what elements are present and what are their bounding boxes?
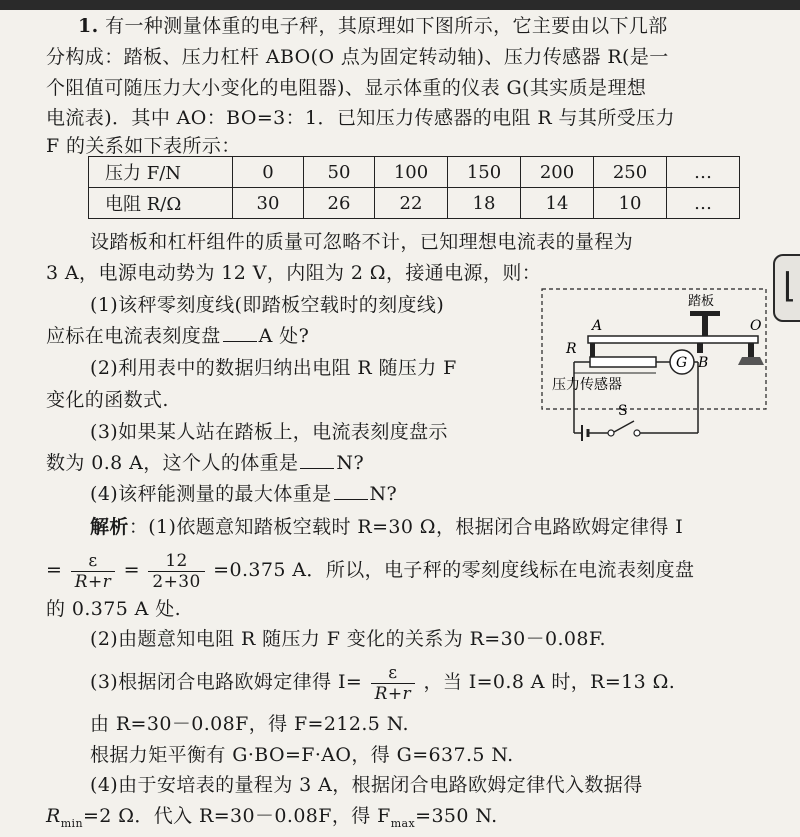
resistor-label: R [566,341,577,357]
fraction-denominator: 2+30 [152,571,201,592]
table-cell: 100 [375,157,448,188]
solution-line-6: 由 R=30－0.08F，得 F=212.5 N. [90,713,409,735]
galvanometer-label: G [676,355,688,371]
switch-label: S [618,403,628,419]
equals-sign: = [46,559,63,581]
fraction-emf-over-resistance [71,551,115,592]
solution-line-3: 的 0.375 A 处. [46,598,182,620]
question-2-line-2: 变化的函数式. [46,389,169,411]
table-cell: … [667,188,740,219]
setup-line-1: 设踏板和杠杆组件的质量可忽略不计，已知理想电流表的量程为 [90,231,634,253]
fraction-numerator: 12 [148,551,204,572]
table-cell: 22 [375,188,448,219]
point-O-label: O [750,318,762,334]
solution-line-1 [90,515,683,539]
solution-text-4: ，当 I=0.8 A 时，R=13 Ω. [423,671,676,693]
pedal [690,311,720,316]
solution-line-9 [46,804,498,836]
problem-line-5: F 的关系如下表所示： [46,135,241,157]
answer-blank [334,499,368,500]
switch-S [614,421,634,432]
fraction-denominator: R+r [74,571,112,592]
question-1-line-1: (1)该秤零刻度线(即踏板空载时的刻度线) [90,294,445,316]
question-4-unit: N? [369,483,398,505]
top-border [0,0,800,10]
question-2-line-1: (2)利用表中的数据归纳出电阻 R 随压力 F [90,357,457,379]
problem-line-4: 电流表)．其中 AO：BO=3：1．已知压力传感器的电阻 R 与其所受压力 [46,107,675,129]
fraction-denominator: R+r [374,683,412,704]
fraction-emf-over-resistance [371,663,415,704]
table-row-resistance [89,188,740,219]
page-side-tab [773,254,800,322]
solution-line-2: = $\frac{\varepsilon}{R+r}$ = $\frac{12}{2+30}$ =0.375 A．所以，电子秤的零刻度线标在电流表刻度盘 [46,550,695,592]
problem-text-1: 有一种测量体重的电子秤，其原理如下图所示，它主要由以下几部 [105,15,668,37]
setup-line-2: 3 A，电源电动势为 12 V，内阻为 2 Ω，接通电源，则： [46,262,542,284]
solution-text-1: ：(1)依题意知踏板空载时 R=30 Ω，根据闭合电路欧姆定律得 I [128,516,684,538]
solution-text-3: (3)根据闭合电路欧姆定律得 I= [90,671,363,693]
pivot-post [748,343,754,357]
question-1-unit: A 处? [258,325,310,347]
table-cell: 18 [448,188,521,219]
point-A-label: A [592,318,603,334]
sensor-post [590,343,595,357]
solution-line-8: (4)由于安培表的量程为 3 A，根据闭合电路欧姆定律代入数据得 [90,774,643,796]
question-4-text: (4)该秤能测量的最大体重是 [90,483,332,505]
table-cell: 0 [233,157,304,188]
table-cell: 30 [233,188,304,219]
table-header-resistance: 电阻 R/Ω [89,188,233,219]
solution-text-6: =350 N. [415,805,498,827]
table-cell: 10 [594,188,667,219]
table-cell: 200 [521,157,594,188]
question-4-line [90,482,397,506]
table-cell: 250 [594,157,667,188]
scale-circuit-diagram [538,285,770,445]
question-1-text: 应标在电流表刻度盘 [46,325,221,347]
table-cell: 50 [304,157,375,188]
pivot-base [738,357,764,365]
solution-title: 解析 [90,516,129,538]
fraction-numeric [148,551,204,592]
table-cell: … [667,157,740,188]
problem-number: 1. [78,15,99,37]
point-B-label: B [698,355,709,371]
sensor-label: 压力传感器 [552,377,622,393]
problem-line-3: 个阻值可随压力大小变化的电阻器)、显示体重的仪表 G(其实质是理想 [46,77,647,99]
table-row-force [89,157,740,188]
pedal-label: 踏板 [688,294,715,309]
force-resistance-table [88,156,740,219]
answer-blank [300,468,334,469]
table-header-force: 压力 F/N [89,157,233,188]
question-3-text: 数为 0.8 A，这个人的体重是 [46,452,299,474]
problem-line-1 [78,14,668,38]
solution-line-7: 根据力矩平衡有 G·BO=F·AO，得 G=637.5 N. [90,744,514,766]
answer-blank [223,341,257,342]
table-cell: 14 [521,188,594,219]
variable-R: R [46,805,61,827]
point-B-post [697,343,703,353]
solution-text-5: =2 Ω．代入 R=30－0.08F，得 F [82,805,391,827]
solution-line-5 [90,660,675,704]
pedal-post [702,316,708,336]
problem-line-2: 分构成：踏板、压力杠杆 ABO(O 点为固定转动轴)、压力传感器 R(是一 [46,46,669,68]
subscript-min: min [60,816,83,830]
fraction-numerator: ε [371,663,415,684]
question-3-unit: N? [336,452,365,474]
switch-contact [608,430,614,436]
lever-ABO [588,336,758,343]
question-1-line-2 [46,324,309,348]
table-cell: 26 [304,188,375,219]
question-3-line-2 [46,451,364,475]
solution-text-2: =0.375 A．所以，电子秤的零刻度线标在电流表刻度盘 [213,559,695,581]
table-cell: 150 [448,157,521,188]
pressure-sensor-resistor [590,357,656,367]
fraction-numerator: ε [71,551,115,572]
question-3-line-1: (3)如果某人站在踏板上，电流表刻度盘示 [90,421,448,443]
bracket-tab-icon: ⌊ [783,266,797,306]
solution-line-4: (2)由题意知电阻 R 随压力 F 变化的关系为 R=30－0.08F. [90,628,606,650]
subscript-max: max [390,816,416,830]
